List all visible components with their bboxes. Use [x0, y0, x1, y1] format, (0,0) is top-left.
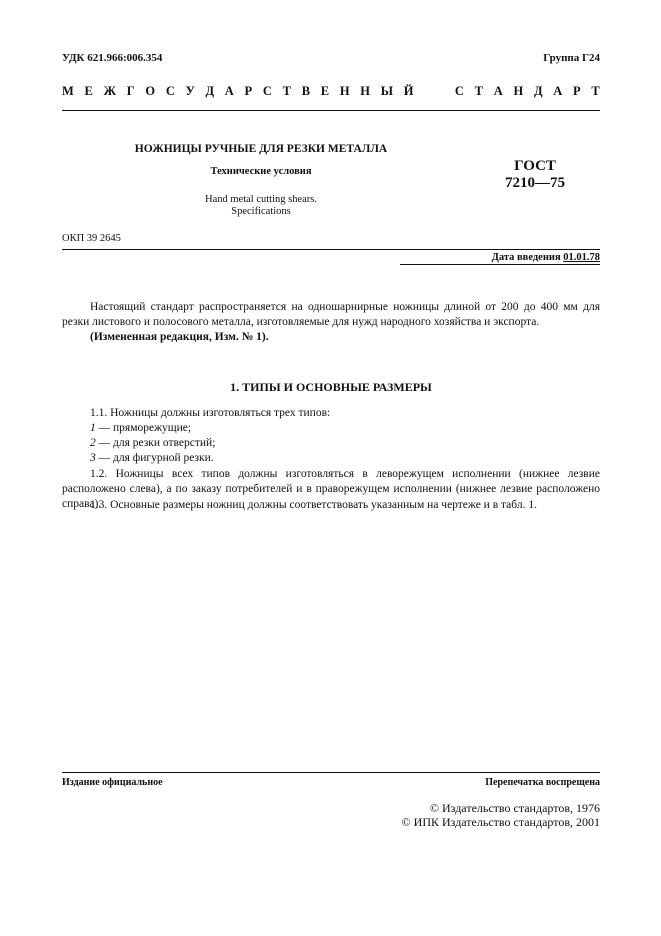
banner-letter: Н [339, 84, 350, 98]
type-text: — для резки отверстий; [95, 437, 216, 449]
banner-letter: А [224, 84, 234, 98]
banner-letter: С [165, 84, 175, 98]
amendment-note: (Измененная редакция, Изм. № 1). [90, 331, 269, 343]
date-value: 01.01.78 [563, 252, 600, 263]
banner-letter: Ы [380, 84, 394, 98]
intro-paragraph: Настоящий стандарт распространяется на одношарнирные ножницы длиной от 200 до 400 мм для резки листового и полосового металла, изготовляемые для нужд народного хозяйства и экспорта. [62, 301, 600, 328]
banner-letter: С [454, 84, 464, 98]
group-code: Группа Г24 [543, 52, 600, 64]
banner-letter: Ж [103, 84, 116, 98]
document-title: НОЖНИЦЫ РУЧНЫЕ ДЛЯ РЕЗКИ МЕТАЛЛА [134, 143, 388, 155]
english-title-line1: Hand metal cutting shears. [205, 194, 317, 205]
section-heading: 1. ТИПЫ И ОСНОВНЫЕ РАЗМЕРЫ [230, 380, 432, 394]
type-number: 1 [90, 422, 96, 434]
type-number: 3 [90, 452, 96, 464]
banner-letter: Н [513, 84, 524, 98]
okp-rule [62, 249, 600, 250]
banner-letter: Е [84, 84, 93, 98]
banner-letter: Т [591, 84, 600, 98]
banner-letter: Н [360, 84, 371, 98]
banner-letter: С [262, 84, 272, 98]
type-1-item [90, 422, 191, 434]
banner-gap [424, 84, 444, 99]
banner-letter: Д [533, 84, 543, 98]
gost-label: ГОСТ [514, 158, 556, 174]
banner-letter: Т [474, 84, 484, 98]
gost-number: 7210—75 [505, 175, 565, 191]
banner-letter: А [493, 84, 503, 98]
clause-1-1: 1.1. Ножницы должны изготовляться трех типов: [90, 407, 331, 419]
banner-letter: Е [320, 84, 330, 98]
banner-letter: Р [244, 84, 253, 98]
type-2-item [90, 437, 215, 449]
okp-code: ОКП 39 2645 [62, 233, 121, 244]
banner-letter: О [145, 84, 156, 98]
banner-letter: Г [126, 84, 135, 98]
gost-designation [460, 158, 610, 192]
clause-1-2: 1.2. Ножницы всех типов должны изготовляться в леворежущем исполнении (нижнее лезвие расположено слева), а по заказу потребителей и в праворежущем исполнении (нижнее лезвие расположено справа). [62, 468, 600, 510]
introduction-date [492, 252, 600, 263]
banner-letter: А [553, 84, 563, 98]
udk-code: УДК 621.966:006.354 [62, 52, 163, 64]
document-subtitle: Технические условия [210, 166, 312, 177]
official-edition-label: Издание официальное [62, 777, 163, 788]
reprint-prohibited-label: Перепечатка воспрещена [485, 777, 600, 788]
type-text: — для фигурной резки. [95, 452, 214, 464]
type-text: — пряморежущие; [95, 422, 192, 434]
banner-letter: У [185, 84, 195, 98]
banner-letter: В [301, 84, 311, 98]
copyright-1976: © Издательство стандартов, 1976 [429, 801, 600, 815]
date-label: Дата введения [491, 252, 561, 263]
header-rule [62, 110, 600, 111]
banner-letter: Д [205, 84, 215, 98]
interstate-standard-banner [62, 84, 600, 99]
footer-rule [62, 772, 600, 773]
banner-letter: М [62, 84, 74, 98]
english-title-line2: Specifications [231, 206, 291, 217]
clause-1-3: 1.3. Основные размеры ножниц должны соответствовать указанным на чертеже и в табл. 1. [90, 499, 537, 511]
type-number: 2 [90, 437, 96, 449]
type-3-item [90, 452, 214, 464]
date-rule [400, 264, 600, 265]
copyright-2001: © ИПК Издательство стандартов, 2001 [401, 815, 600, 829]
banner-letter: Й [403, 84, 414, 98]
banner-letter: Т [282, 84, 291, 98]
banner-letter: Р [573, 84, 581, 98]
